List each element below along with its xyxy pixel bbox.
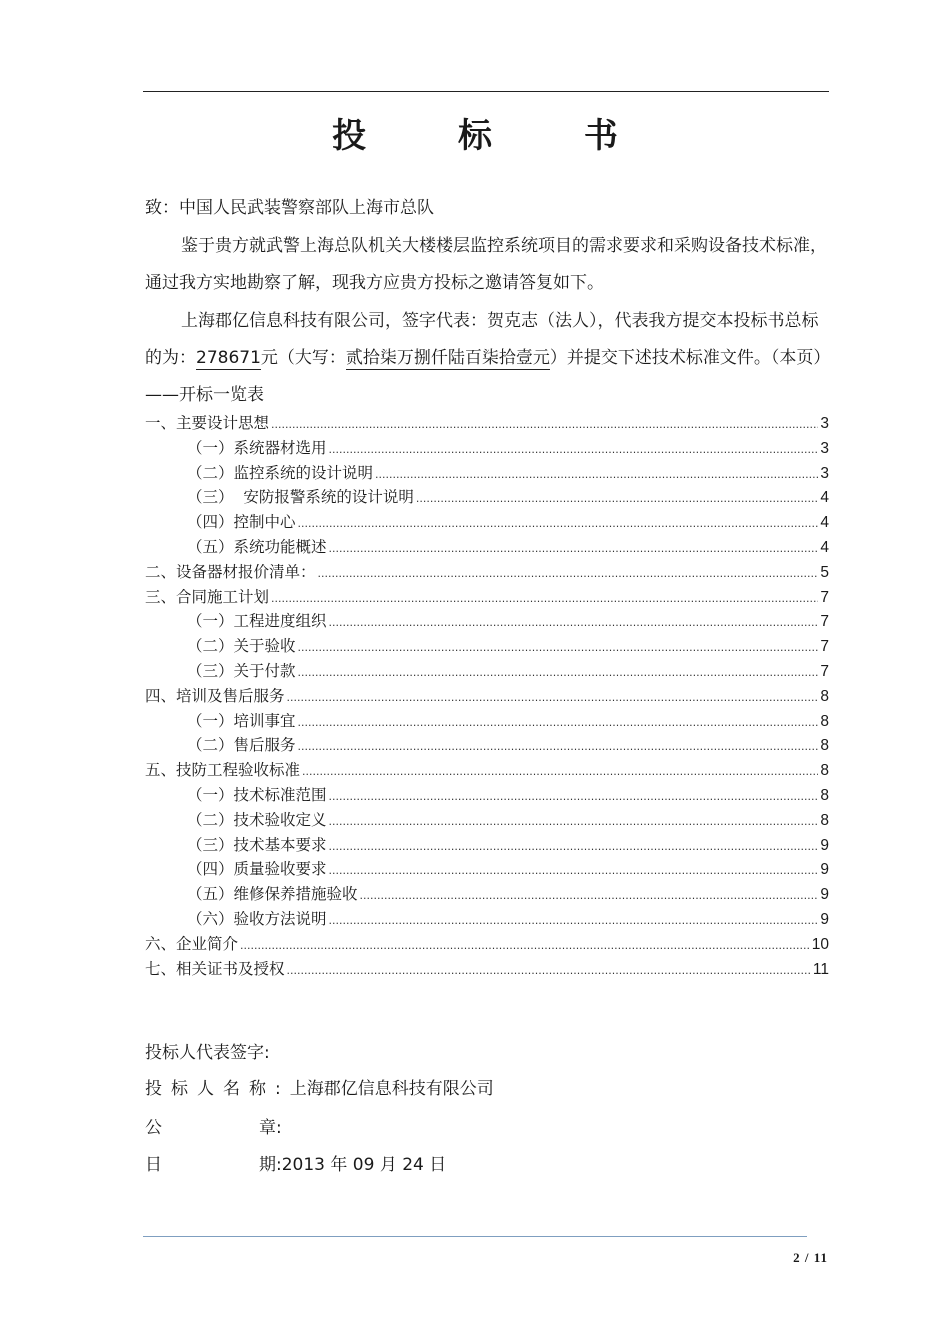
toc-entry-page: 8 bbox=[820, 786, 829, 804]
toc-entry-page: 8 bbox=[820, 687, 829, 705]
bidder-name-value: 上海郡亿信息科技有限公司 bbox=[289, 1079, 494, 1099]
toc-leader-dots bbox=[375, 461, 818, 488]
document-title: 投 标 书 bbox=[332, 116, 658, 156]
toc-entry-label: （三）关于付款 bbox=[187, 661, 296, 680]
toc-entry-page: 3 bbox=[820, 464, 829, 482]
toc-entry-label: （六）验收方法说明 bbox=[187, 909, 327, 928]
seal-label-a: 公 bbox=[145, 1118, 162, 1138]
toc-entry-page: 7 bbox=[820, 613, 829, 631]
toc-entry-label: 七、相关证书及授权 bbox=[145, 959, 285, 978]
toc-entry[interactable] bbox=[145, 659, 829, 684]
rep-signature-label: 投标人代表签字: bbox=[145, 1043, 270, 1063]
toc-entry[interactable] bbox=[145, 808, 829, 833]
toc-entry-label: 六、企业简介 bbox=[145, 934, 239, 953]
date-label-b: 期: bbox=[259, 1155, 282, 1175]
toc-entry-label: （二）监控系统的设计说明 bbox=[187, 463, 374, 482]
toc-leader-dots bbox=[329, 436, 819, 463]
toc-entry-label: （四）质量验收要求 bbox=[187, 860, 327, 879]
toc-leader-dots bbox=[329, 833, 819, 860]
toc-entry[interactable] bbox=[145, 411, 829, 436]
toc-entry[interactable] bbox=[145, 585, 829, 610]
date-label-a: 日 bbox=[145, 1155, 162, 1175]
toc-entry[interactable] bbox=[145, 609, 829, 634]
toc-leader-dots bbox=[329, 808, 819, 835]
toc-leader-dots bbox=[287, 684, 819, 711]
toc-entry[interactable] bbox=[145, 783, 829, 808]
toc-entry-page: 8 bbox=[820, 712, 829, 730]
toc-entry-page: 4 bbox=[820, 489, 829, 507]
toc-leader-dots bbox=[329, 535, 819, 562]
toc-entry-page: 10 bbox=[811, 935, 829, 953]
bidder-name-label: 投标人名称: bbox=[145, 1079, 290, 1099]
toc-entry-label: （五）维修保养措施验收 bbox=[187, 885, 358, 904]
toc-leader-dots bbox=[287, 957, 811, 984]
bid-text-before: 上海郡亿信息科技有限公司，签字代表：贺克志（法人），代表我方提交本投标书总标的为： bbox=[145, 311, 819, 368]
toc-entry-page: 7 bbox=[820, 662, 829, 680]
toc-entry-page: 3 bbox=[820, 415, 829, 432]
bid-paragraph bbox=[145, 303, 829, 414]
toc-leader-dots bbox=[318, 560, 819, 587]
toc-entry[interactable] bbox=[145, 907, 829, 932]
toc-entry-label: （一）工程进度组织 bbox=[187, 612, 327, 631]
footer-rule bbox=[143, 1236, 807, 1237]
toc-entry-label: （一）培训事宜 bbox=[187, 711, 296, 730]
header-rule bbox=[143, 91, 829, 92]
toc-entry-label: （一）系统器材选用 bbox=[187, 438, 327, 457]
toc-entry-page: 5 bbox=[820, 563, 829, 581]
toc-leader-dots bbox=[271, 585, 818, 612]
toc-entry-page: 8 bbox=[820, 737, 829, 755]
toc-entry[interactable] bbox=[145, 758, 829, 783]
toc-entry-label: （二）关于验收 bbox=[187, 637, 296, 656]
toc-entry[interactable] bbox=[145, 684, 829, 709]
bidder-name-line bbox=[145, 1078, 829, 1100]
toc-entry[interactable] bbox=[145, 857, 829, 882]
date-line bbox=[145, 1154, 829, 1176]
toc-entry[interactable] bbox=[145, 957, 829, 982]
toc-entry[interactable] bbox=[145, 485, 829, 510]
toc-entry-label: 二、设备器材报价清单： bbox=[145, 562, 316, 581]
addressee: 致：中国人民武装警察部队上海市总队 bbox=[145, 198, 434, 218]
toc-entry[interactable] bbox=[145, 436, 829, 461]
toc-leader-dots bbox=[329, 609, 819, 636]
toc-leader-dots bbox=[240, 932, 810, 959]
toc-entry-label: 四、培训及售后服务 bbox=[145, 686, 285, 705]
toc-leader-dots bbox=[298, 659, 819, 686]
toc-entry[interactable] bbox=[145, 535, 829, 560]
toc-entry-page: 9 bbox=[820, 886, 829, 904]
toc-entry-label: 五、技防工程验收标准 bbox=[145, 761, 301, 780]
intro-paragraph: 鉴于贵方就武警上海总队机关大楼楼层监控系统项目的需求要求和采购设备技术标准，通过我方实地勘察了解，现我方应贵方投标之邀请答复如下。 bbox=[145, 236, 827, 293]
bid-text-mid: 元（大写： bbox=[260, 348, 346, 368]
toc-entry[interactable] bbox=[145, 510, 829, 535]
table-of-contents bbox=[145, 411, 829, 981]
toc-leader-dots bbox=[298, 709, 819, 736]
toc-leader-dots bbox=[271, 411, 818, 438]
toc-entry[interactable] bbox=[145, 882, 829, 907]
toc-entry-label: 一、主要设计思想 bbox=[145, 414, 270, 432]
toc-entry[interactable] bbox=[145, 461, 829, 486]
toc-entry[interactable] bbox=[145, 560, 829, 585]
toc-entry-page: 7 bbox=[820, 638, 829, 656]
toc-entry[interactable] bbox=[145, 634, 829, 659]
toc-leader-dots bbox=[329, 783, 819, 810]
toc-entry-page: 4 bbox=[820, 514, 829, 532]
toc-leader-dots bbox=[298, 510, 819, 537]
toc-entry-page: 4 bbox=[820, 538, 829, 556]
bid-text-after: ）并提交下述技术标准文件。（本页）——开标一览表 bbox=[145, 348, 822, 405]
date-value: 2013 年 09 月 24 日 bbox=[281, 1155, 447, 1175]
toc-entry-label: （三）技术基本要求 bbox=[187, 835, 327, 854]
seal-label-b: 章: bbox=[259, 1118, 282, 1138]
toc-entry-label: （二）技术验收定义 bbox=[187, 810, 327, 829]
toc-entry-page: 3 bbox=[820, 439, 829, 457]
toc-entry[interactable] bbox=[145, 709, 829, 734]
toc-leader-dots bbox=[298, 634, 819, 661]
toc-entry-page: 11 bbox=[812, 960, 829, 978]
toc-leader-dots bbox=[302, 758, 818, 785]
toc-leader-dots bbox=[329, 907, 819, 934]
toc-entry-label: （四）控制中心 bbox=[187, 513, 296, 532]
toc-entry-label: （二）售后服务 bbox=[187, 736, 296, 755]
toc-entry-page: 9 bbox=[820, 861, 829, 879]
toc-entry-page: 9 bbox=[820, 910, 829, 928]
toc-entry-page: 9 bbox=[820, 836, 829, 854]
toc-entry-label: 三、合同施工计划 bbox=[145, 587, 270, 606]
toc-entry-page: 7 bbox=[820, 588, 829, 606]
toc-entry-label: （三） 安防报警系统的设计说明 bbox=[187, 488, 414, 507]
toc-entry-label: （一）技术标准范围 bbox=[187, 785, 327, 804]
bid-amount: 278671 bbox=[196, 348, 261, 368]
toc-entry[interactable] bbox=[145, 932, 829, 957]
toc-entry-page: 8 bbox=[820, 762, 829, 780]
toc-leader-dots bbox=[298, 733, 819, 760]
toc-entry[interactable] bbox=[145, 833, 829, 858]
seal-line bbox=[145, 1117, 829, 1139]
toc-leader-dots bbox=[416, 485, 819, 512]
toc-entry-page: 8 bbox=[820, 811, 829, 829]
toc-leader-dots bbox=[360, 882, 819, 909]
toc-leader-dots bbox=[329, 857, 819, 884]
bid-amount-words: 贰拾柒万捌仟陆百柒拾壹元 bbox=[345, 348, 550, 368]
toc-entry-label: （五）系统功能概述 bbox=[187, 537, 327, 556]
page-number: 2 / 11 bbox=[793, 1250, 828, 1265]
toc-entry[interactable] bbox=[145, 733, 829, 758]
